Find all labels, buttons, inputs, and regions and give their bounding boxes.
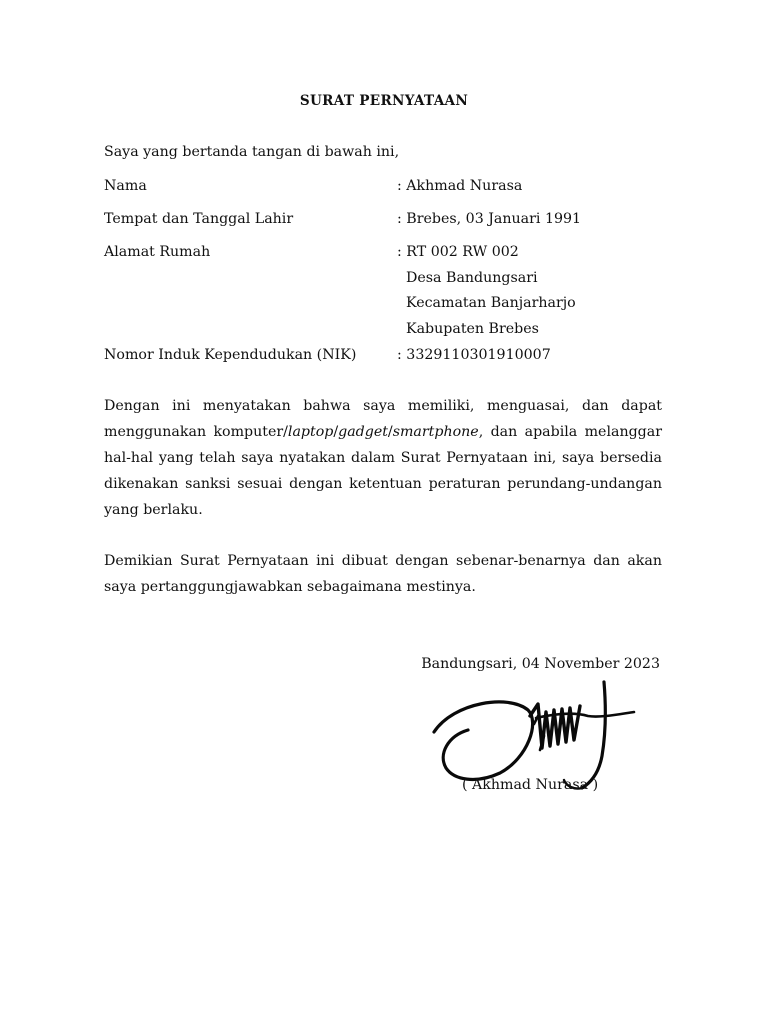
field-label-nik: Nomor Induk Kependudukan (NIK) — [104, 347, 357, 363]
statement-slash-1: / — [333, 424, 339, 440]
field-label-ttl: Tempat dan Tanggal Lahir — [104, 211, 294, 227]
statement-paragraph — [104, 393, 662, 523]
address-line-kabupaten: Kabupaten Brebes — [406, 321, 539, 337]
field-value-alamat: : RT 002 RW 002 — [397, 244, 519, 260]
address-line-desa: Desa Bandungsari — [406, 270, 538, 286]
field-value-nik: : 3329110301910007 — [397, 347, 551, 363]
document-title: SURAT PERNYATAAN — [299, 93, 469, 109]
address-line-kecamatan: Kecamatan Banjarharjo — [406, 295, 576, 311]
statement-italic-smartphone: smartphone — [392, 424, 479, 440]
field-label-nama: Nama — [104, 178, 147, 194]
place-date: Bandungsari, 04 November 2023 — [421, 656, 660, 672]
statement-slash-2: / — [387, 424, 393, 440]
statement-italic-gadget: gadget — [338, 424, 388, 440]
field-value-ttl: : Brebes, 03 Januari 1991 — [397, 211, 582, 227]
field-value-nama: : Akhmad Nurasa — [397, 178, 523, 194]
intro-text: Saya yang bertanda tangan di bawah ini, — [104, 144, 400, 160]
statement-text-2: , dan apabila melanggar hal-hal yang telah saya nyatakan dalam Surat Pernyataan ini, saya bersedia dikenakan sanksi sesuai dengan ketentuan peraturan perundang-undangan yang berlaku. — [104, 424, 662, 518]
statement-italic-laptop: laptop — [287, 424, 334, 440]
closing-paragraph: Demikian Surat Pernyataan ini dibuat dengan sebenar-benarnya dan akan saya pertanggungjawabkan sebagaimana mestinya. — [104, 553, 662, 595]
signer-name: ( Akhmad Nurasa ) — [462, 777, 599, 793]
statement-text-1: Dengan ini menyatakan bahwa saya memiliki, menguasai, dan dapat menggunakan komputer/ — [104, 398, 662, 440]
field-label-alamat: Alamat Rumah — [104, 244, 211, 260]
